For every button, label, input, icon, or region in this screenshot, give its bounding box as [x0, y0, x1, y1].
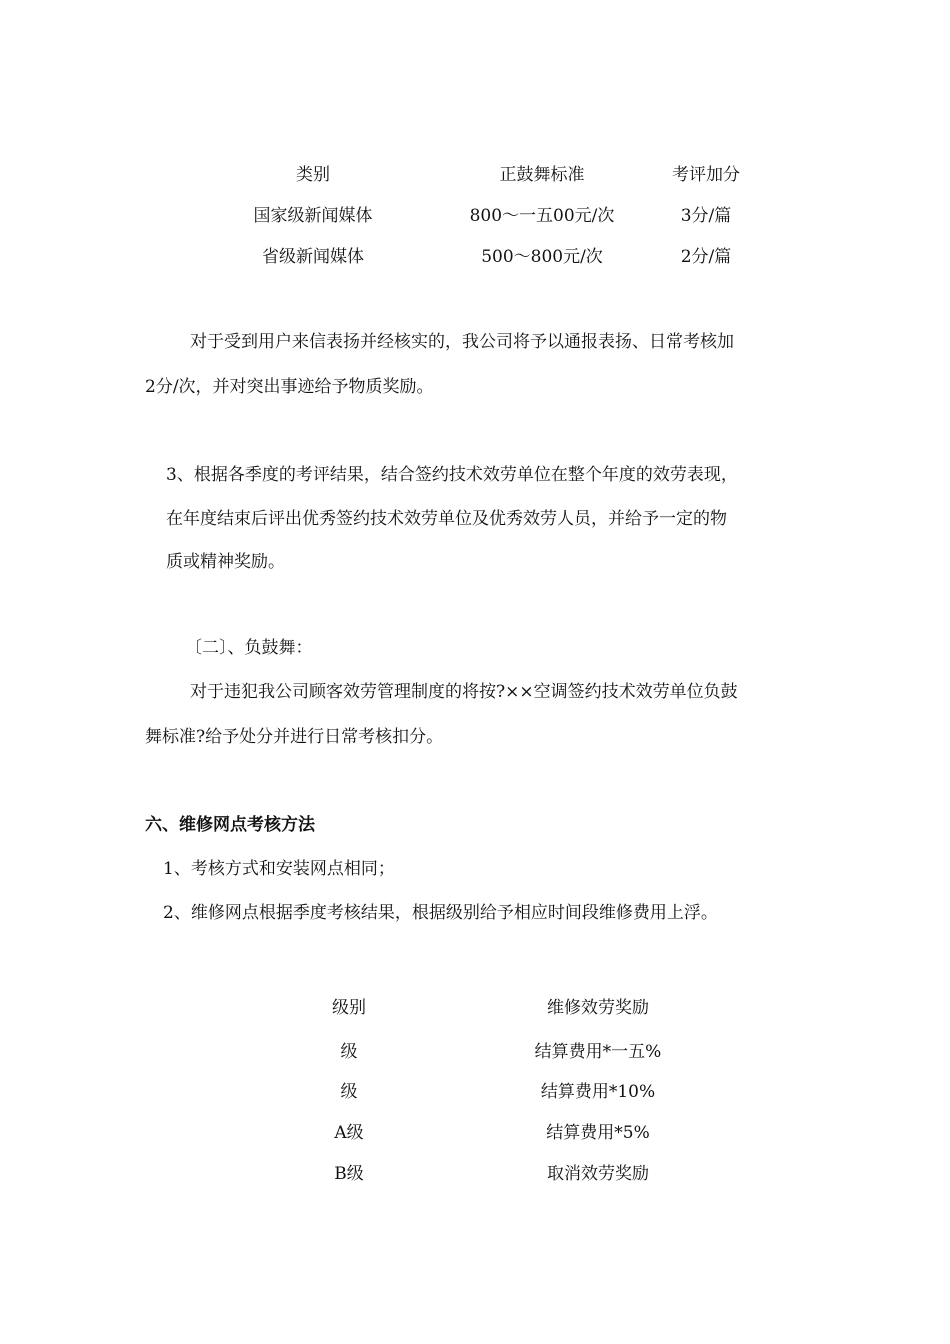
praise-paragraph-line: 2分/次，并对突出事迹给予物质奖励。: [145, 377, 434, 397]
table1-header-standard: 正鼓舞标准: [499, 165, 585, 185]
negative-incentive-line: 舞标准?给予处分并进行日常考核扣分。: [145, 727, 444, 747]
table2-cell: 级: [340, 1082, 358, 1102]
table1-cell: 800～一五00元/次: [469, 206, 615, 226]
table1-cell: 省级新闻媒体: [262, 247, 364, 267]
table1-cell: 2分/篇: [680, 247, 732, 267]
table2-header-reward: 维修效劳奖励: [547, 998, 649, 1018]
praise-paragraph-line: 对于受到用户来信表扬并经核实的，我公司将予以通报表扬、日常考核加: [190, 332, 734, 352]
table2-cell: A级: [334, 1123, 364, 1143]
table1-cell: 3分/篇: [680, 206, 732, 226]
table1-cell: 国家级新闻媒体: [253, 206, 373, 226]
annual-award-paragraph-line: 在年度结束后评出优秀签约技术效劳单位及优秀效劳人员，并给予一定的物: [166, 509, 727, 529]
section-item: 2、维修网点根据季度考核结果，根据级别给予相应时间段维修费用上浮。: [163, 903, 718, 923]
negative-incentive-line: 对于违犯我公司顾客效劳管理制度的将按?××空调签约技术效劳单位负鼓: [190, 682, 738, 702]
table2-header-level: 级别: [332, 998, 366, 1018]
table2-cell: 取消效劳奖励: [547, 1164, 649, 1184]
negative-incentive-heading: 〔二〕、负鼓舞：: [185, 638, 313, 658]
table1-cell: 500～800元/次: [481, 247, 603, 267]
annual-award-paragraph-line: 质或精神奖励。: [166, 552, 285, 572]
table1-header-category: 类别: [296, 165, 330, 185]
table1-header-points: 考评加分: [672, 165, 740, 185]
table2-cell: 结算费用*10%: [540, 1082, 656, 1102]
table2-cell: B级: [334, 1164, 364, 1184]
section-title: 六、维修网点考核方法: [145, 815, 315, 835]
table2-cell: 结算费用*5%: [546, 1123, 650, 1143]
table2-cell: 结算费用*一五%: [534, 1042, 662, 1062]
section-item: 1、考核方式和安装网点相同；: [163, 859, 395, 879]
table2-cell: 级: [340, 1042, 358, 1062]
annual-award-paragraph-line: 3、根据各季度的考评结果，结合签约技术效劳单位在整个年度的效劳表现，: [166, 465, 738, 485]
